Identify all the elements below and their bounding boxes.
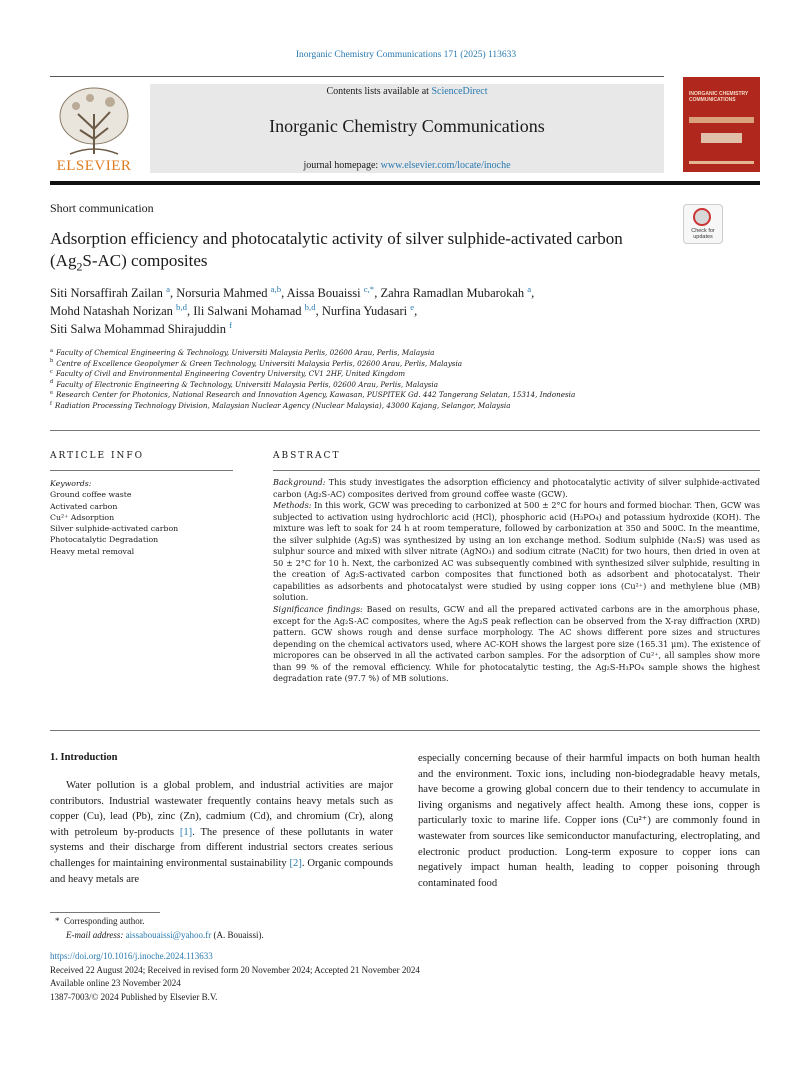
corresponding-text: Corresponding author. (64, 916, 145, 926)
keywords-block (50, 478, 260, 557)
section-heading: 1. Introduction (50, 752, 118, 763)
paragraph (50, 778, 393, 887)
journal-name: Inorganic Chemistry Communications (269, 116, 545, 136)
body-column-right (418, 751, 760, 891)
affiliation (50, 348, 750, 359)
author[interactable] (380, 283, 535, 300)
background-label: Background: (273, 477, 326, 487)
findings-text: Based on results, GCW and all the prepared activated carbons are in the amorphous phase, except for the Ag₂S-AC composites, where the Ag₂S peak reflection can be observed from the X-ray diffraction (XRD) pattern. GCW shows rough and dense surface morphology. The AC shows different pore sizes and structures depending on the chemical activators used, where AC-KOH shows the largest pore size (165.31 μm). The existence of micropores can be observed in all the activated carbon samples. For the adsorption of Cu²⁺, all samples show more than 99 % of the removal efficiency. While for photocatalytic testing, the Ag₂S-H₃PO₄ sample shows the highest degradation rate (97.7 %) of MB solutions. (273, 604, 760, 684)
keyword: Cu²⁺ Adsorption (50, 512, 115, 522)
author-sep: , (414, 304, 418, 318)
author-sep: , (374, 286, 381, 300)
cover-label (701, 133, 742, 143)
methods-label: Methods: (273, 500, 312, 511)
divider (50, 430, 760, 431)
keyword: Activated carbon (50, 501, 118, 511)
affiliation (50, 401, 750, 412)
title-sub: 2 (76, 259, 83, 274)
issn-copyright: 1387-7003/© 2024 Published by Elsevier B.V. (50, 991, 218, 1002)
keyword: Ground coffee waste (50, 490, 132, 500)
author-sep: , (531, 286, 535, 300)
footnote-rule (50, 912, 160, 913)
received-dates: Received 22 August 2024; Received in revised form 20 November 2024; Accepted 21 November 2024 (50, 964, 420, 975)
author-aff[interactable]: c,* (363, 283, 375, 294)
email-line (55, 928, 264, 942)
author[interactable] (176, 283, 287, 300)
available-online: Available online 23 November 2024 (50, 978, 181, 988)
affiliation-text: Research Center for Photonics, National Research and Innovation Agency, Kawasan, PUSPITEK Gd. 442 Tangerang Selatan, 15314, Indonesia (55, 390, 576, 400)
paragraph-text: . Organic compounds and heavy metals are (50, 857, 393, 885)
author[interactable] (50, 319, 233, 336)
abstract-body (273, 477, 760, 685)
sciencedirect-link[interactable]: ScienceDirect (431, 86, 488, 97)
publication-info (50, 950, 420, 1004)
author-aff[interactable]: a,b (270, 283, 282, 294)
affiliation-text: Faculty of Electronic Engineering & Technology, Universiti Malaysia Perlis, 02600 Arau, Perlis, Malaysia (56, 379, 439, 389)
affiliation-text: Centre of Excellence Geopolymer & Green Technology, Universiti Malaysia Perlis, 02600 Arau, Perlis, Malaysia (56, 358, 463, 368)
affiliation-text: Radiation Processing Technology Division, Malaysian Nuclear Agency (Nuclear Malaysia), 43000 Kajang, Selangor, Malaysia (54, 400, 511, 410)
author-name: Siti Norsaffirah Zailan (50, 286, 163, 300)
cover-band (689, 117, 754, 123)
email-name: (A. Bouaissi). (213, 930, 264, 940)
keyword: Photocatalytic Degradation (50, 535, 159, 545)
email-label: E-mail address: (66, 930, 124, 940)
footnote-marker: * (55, 916, 60, 926)
abstract-findings (273, 604, 760, 685)
running-head[interactable]: Inorganic Chemistry Communications 171 (2025) 113633 (295, 50, 517, 60)
article-info-heading: ARTICLE INFO (50, 451, 145, 461)
affiliation (50, 380, 750, 391)
author-name: Mohd Natashah Norizan (50, 304, 173, 318)
contents-line (150, 86, 664, 97)
header-thick-rule (50, 181, 760, 185)
affiliation-text: Faculty of Chemical Engineering & Technology, Universiti Malaysia Perlis, 02600 Arau, Perlis, Malaysia (56, 348, 435, 357)
affiliation-key: b (50, 358, 54, 365)
contents-prefix: Contents lists available at (326, 86, 432, 97)
paragraph-text: . The presence of these pollutants in water systems and their discharge from different industrial sectors creates serious challenges for maintaining environmental sustainability (50, 826, 393, 869)
author-sep: , (186, 304, 194, 318)
abstract-heading: ABSTRACT (273, 451, 341, 461)
abstract-methods (273, 500, 760, 604)
author-aff[interactable]: a (166, 283, 170, 294)
citation-link[interactable]: [2] (289, 857, 302, 869)
author-name: Ili Salwani Mohamad (193, 304, 302, 318)
author[interactable] (286, 283, 381, 300)
homepage-prefix: journal homepage: (303, 160, 381, 171)
author-list (50, 284, 730, 338)
divider (50, 470, 233, 471)
divider (50, 730, 760, 731)
affiliation-key: e (50, 389, 53, 396)
affiliation-key: a (50, 347, 53, 354)
background-text: This study investigates the adsorption efficiency and photocatalytic activity of silver sulphide-activated carbon (Ag₂S-AC) composites derived from ground coffee waste (GCW). (273, 477, 760, 499)
author-aff[interactable]: f (229, 319, 233, 330)
author-name: Norsuria Mahmed (176, 286, 268, 300)
check-updates-label: Check for updates (691, 228, 715, 240)
author[interactable] (50, 283, 177, 300)
author-name: Siti Salwa Mohammad Shirajuddin (50, 322, 227, 336)
homepage-line (150, 160, 664, 171)
citation-link[interactable]: [1] (179, 826, 193, 838)
affiliation (50, 359, 750, 370)
elsevier-logo[interactable] (50, 84, 138, 178)
author-sep: , (281, 286, 287, 300)
paragraph: especially concerning because of their harmful impacts on both human health and the environment. Toxic ions, including non-biodegradable heavy metals, have become a growing global concern due to their tendency to accumulate in living organisms and negatively affect health. Among these ions, copper is particularly toxic to marine life. Copper ions (Cu²⁺) are commonly found in wastewater from sources like semiconductor manufacturing, electroplating, and electronic product production. Long-term exposure to copper ions can negatively impact human health, leading to copper poisoning through contaminated food (418, 753, 760, 889)
affiliation (50, 369, 750, 380)
keyword: Silver sulphide-activated carbon (50, 524, 179, 534)
author-aff[interactable]: b,d (304, 301, 316, 312)
body-column-left (50, 778, 393, 887)
author-name: Zahra Ramadlan Mubarokah (380, 286, 525, 300)
affiliation-key: c (50, 368, 53, 375)
affiliation (50, 390, 750, 401)
keywords-label: Keywords: (50, 479, 92, 488)
author-name: Aissa Bouaissi (286, 286, 361, 300)
affiliations (50, 348, 750, 412)
top-rule (50, 76, 664, 77)
abstract-background (273, 477, 760, 500)
author-aff[interactable]: a (527, 283, 532, 294)
affiliation-key: d (50, 379, 54, 386)
author[interactable] (50, 301, 194, 318)
author-name: Nurfina Yudasari (321, 304, 408, 318)
logo-wordmark: ELSEVIER (56, 158, 132, 174)
cover-footer (689, 161, 754, 164)
affiliation-text: Faculty of Civil and Environmental Engineering Coventry University, CV1 2HF, United Kingdom (55, 369, 406, 379)
title-part1: Adsorption efficiency and photocatalytic activity of silver sulphide-activated carbon (Ag (50, 229, 623, 270)
author-aff[interactable]: e (410, 301, 415, 312)
journal-banner (150, 84, 664, 173)
title-part2: S-AC) composites (82, 251, 208, 270)
journal-cover[interactable] (683, 77, 760, 172)
article-type: Short communication (50, 201, 154, 215)
affiliation-key: f (50, 400, 52, 407)
findings-label: Significance findings: (273, 604, 363, 615)
check-for-updates-badge[interactable] (683, 204, 723, 244)
author-sep: , (169, 286, 177, 300)
paragraph-text: Water pollution is a global problem, and industrial activities are major contributors. Industrial wastewater frequently contains heavy metals such as copper (Cu), lead (Pb), zinc (Zn), cadmium (Cd), and chromium (Cr), along with petroleum by-products (50, 780, 393, 838)
divider (273, 470, 760, 471)
methods-text: In this work, GCW was preceding to carbonized at 500 ± 2°C for hours and formed biochar. Then, GCW was subjected to activation using hydrochloric acid (HCl), phosphoric acid (H₃PO₄) and potassium hydroxide (KOH). The mixture was left to soak for 24 h at room temperature, followed by carbonization at 350 and 500C. In the meantime, the silver sulphide (Ag₂S) was synthesized by using an ion exchange method. Sodium sulphide (Na₂S) was used as sulphur source and mixed with silver nitrate (AgNO₃) and sodium citrate (NaCit) for two hours, then dried in oven at 50 ± 2°C for 10 h. Next, the carbonized AC was subsequently combined with synthesized silver sulphide, resulting in the creation of Ag₂S-activated carbon composites that functioned both as adsorbent and photocatalyst. Their capabilities as adsorbents and photocatalyst were studied by using copper ions (Cu²⁺) and methylene blue (MB) solution. (273, 500, 760, 603)
corresponding-note (55, 914, 264, 928)
author[interactable] (193, 301, 322, 318)
article-title (50, 228, 670, 272)
cover-title: INORGANIC CHEMISTRY COMMUNICATIONS (689, 91, 749, 103)
footnote (55, 914, 264, 942)
keyword: Heavy metal removal (50, 546, 135, 556)
author-aff[interactable]: b,d (176, 301, 187, 312)
doi-link[interactable]: https://doi.org/10.1016/j.inoche.2024.113633 (50, 951, 213, 961)
author-sep: , (315, 304, 322, 318)
author[interactable] (321, 301, 418, 318)
bookmark-icon (693, 208, 711, 226)
email-link[interactable]: aissabouaissi@yahoo.fr (125, 930, 212, 940)
homepage-link[interactable]: www.elsevier.com/locate/inoche (380, 160, 511, 171)
